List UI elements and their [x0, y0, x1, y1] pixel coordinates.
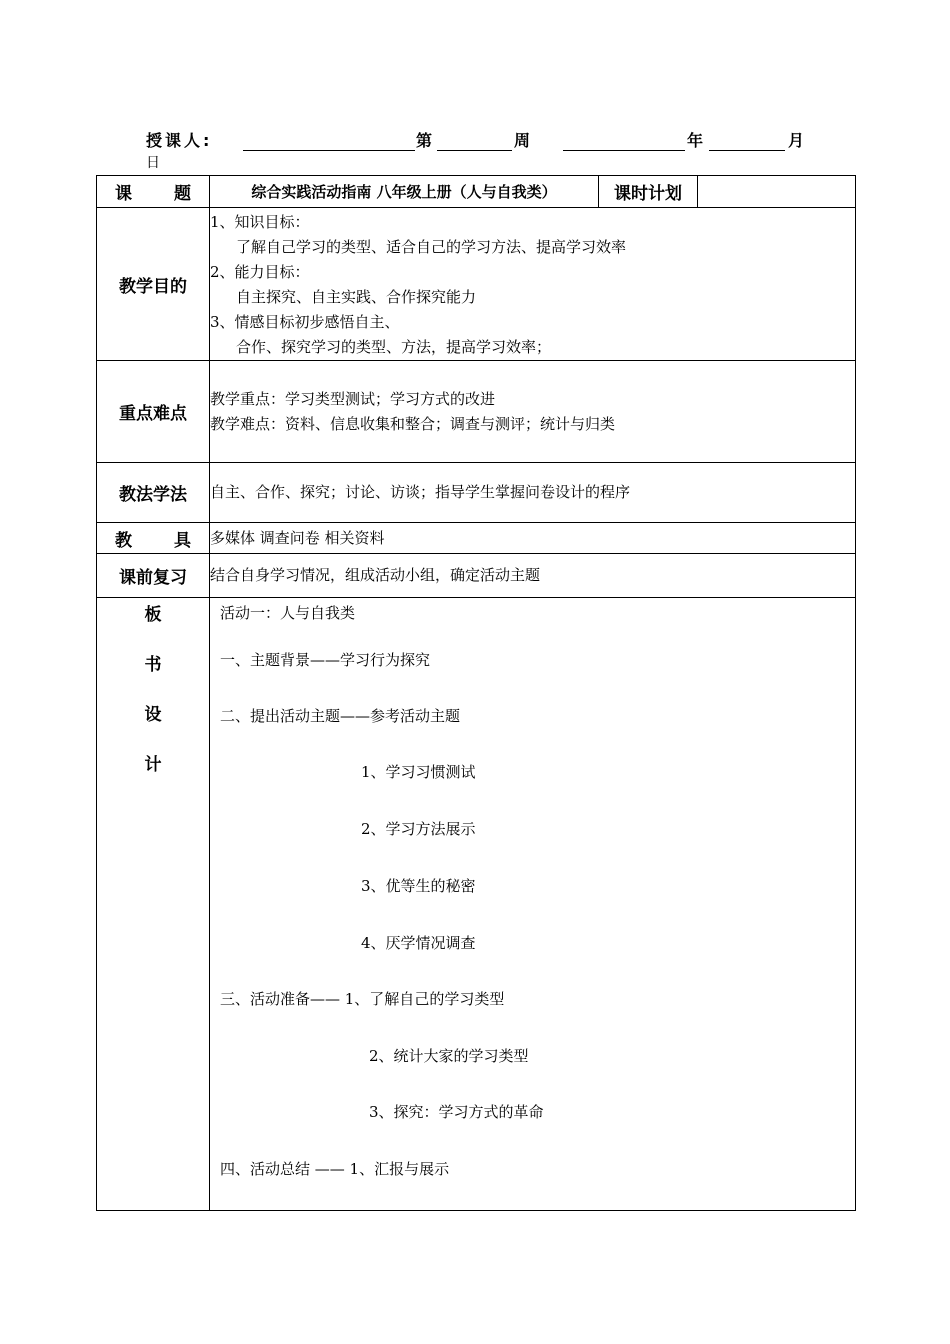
topic-label-b: 题 — [174, 184, 191, 204]
week-prefix: 第 — [416, 131, 433, 150]
topic-value: 综合实践活动指南 八年级上册（人与自我类） — [251, 183, 557, 201]
objectives-content[interactable] — [210, 208, 856, 361]
board-line: 2、统计大家的学习类型 — [369, 1047, 529, 1065]
key-point-line: 教学重点：学习类型测试；学习方式的改进 — [210, 389, 496, 408]
methods-value: 自主、合作、探究；讨论、访谈；指导学生掌握问卷设计的程序 — [210, 483, 631, 501]
topic-label-a: 课 — [115, 184, 132, 204]
topic-label-cell — [97, 176, 210, 208]
review-row — [97, 554, 856, 598]
objectives-label: 教学目的 — [97, 208, 210, 361]
objective-line: 2、能力目标： — [210, 263, 310, 281]
key-points-row — [97, 361, 856, 463]
board-label-char: 书 — [144, 655, 162, 675]
board-line: 一、主题背景——学习行为探究 — [220, 651, 431, 669]
plan-value-cell[interactable] — [698, 176, 856, 208]
week-blank[interactable] — [437, 150, 512, 151]
objectives-row — [97, 208, 856, 361]
month-label: 月 — [788, 131, 805, 150]
tools-content[interactable] — [210, 523, 856, 554]
teacher-blank[interactable] — [243, 150, 415, 151]
board-label — [97, 598, 210, 1211]
board-line: 1、学习习惯测试 — [361, 763, 476, 781]
review-value: 结合自身学习情况，组成活动小组，确定活动主题 — [210, 566, 541, 584]
methods-content[interactable] — [210, 463, 856, 523]
tools-row — [97, 523, 856, 554]
board-content[interactable] — [210, 598, 856, 1211]
board-label-char: 设 — [144, 705, 162, 725]
tools-label-b: 具 — [174, 530, 191, 551]
review-label: 课前复习 — [97, 554, 210, 598]
board-line: 三、活动准备—— 1、了解自己的学习类型 — [220, 990, 505, 1008]
year-blank[interactable] — [563, 150, 685, 151]
methods-row — [97, 463, 856, 523]
plan-label-cell — [599, 176, 698, 208]
year-label: 年 — [687, 131, 704, 150]
topic-row — [97, 176, 856, 208]
board-label-char: 板 — [144, 605, 162, 625]
methods-label: 教法学法 — [97, 463, 210, 523]
day-label: 日 — [146, 155, 160, 171]
lesson-plan-table — [96, 175, 856, 1211]
board-line: 3、优等生的秘密 — [361, 877, 476, 895]
board-line: 2、学习方法展示 — [361, 820, 476, 838]
objective-line: 自主探究、自主实践、合作探究能力 — [236, 288, 477, 306]
key-points-label: 重点难点 — [97, 361, 210, 463]
board-line: 4、厌学情况调查 — [361, 934, 476, 952]
board-line: 四、活动总结 —— 1、汇报与展示 — [220, 1160, 450, 1178]
board-line: 二、提出活动主题——参考活动主题 — [220, 707, 461, 725]
tools-label-cell — [97, 523, 210, 554]
board-row — [97, 598, 856, 1211]
objective-line: 3、情感目标初步感悟自主、 — [210, 313, 400, 331]
objective-line: 了解自己学习的类型、适合自己的学习方法、提高学习效率 — [236, 238, 627, 256]
objective-line: 合作、探究学习的类型、方法，提高学习效率； — [236, 338, 552, 356]
topic-value-cell[interactable] — [210, 176, 599, 208]
teacher-label: 授课人: — [146, 131, 213, 150]
month-blank[interactable] — [709, 150, 785, 151]
key-points-content[interactable] — [210, 361, 856, 463]
tools-label-a: 教 — [115, 530, 132, 551]
week-suffix: 周 — [514, 131, 531, 150]
tools-value: 多媒体 调查问卷 相关资料 — [210, 528, 385, 547]
plan-label: 课时计划 — [614, 184, 682, 204]
key-point-line: 教学难点：资料、信息收集和整合；调查与测评；统计与归类 — [210, 414, 616, 433]
objective-line: 1、知识目标： — [210, 213, 310, 231]
review-content[interactable] — [210, 554, 856, 598]
board-line: 3、探究：学习方式的革命 — [369, 1103, 544, 1121]
board-line: 活动一：人与自我类 — [220, 604, 356, 622]
board-label-char: 计 — [144, 755, 162, 775]
